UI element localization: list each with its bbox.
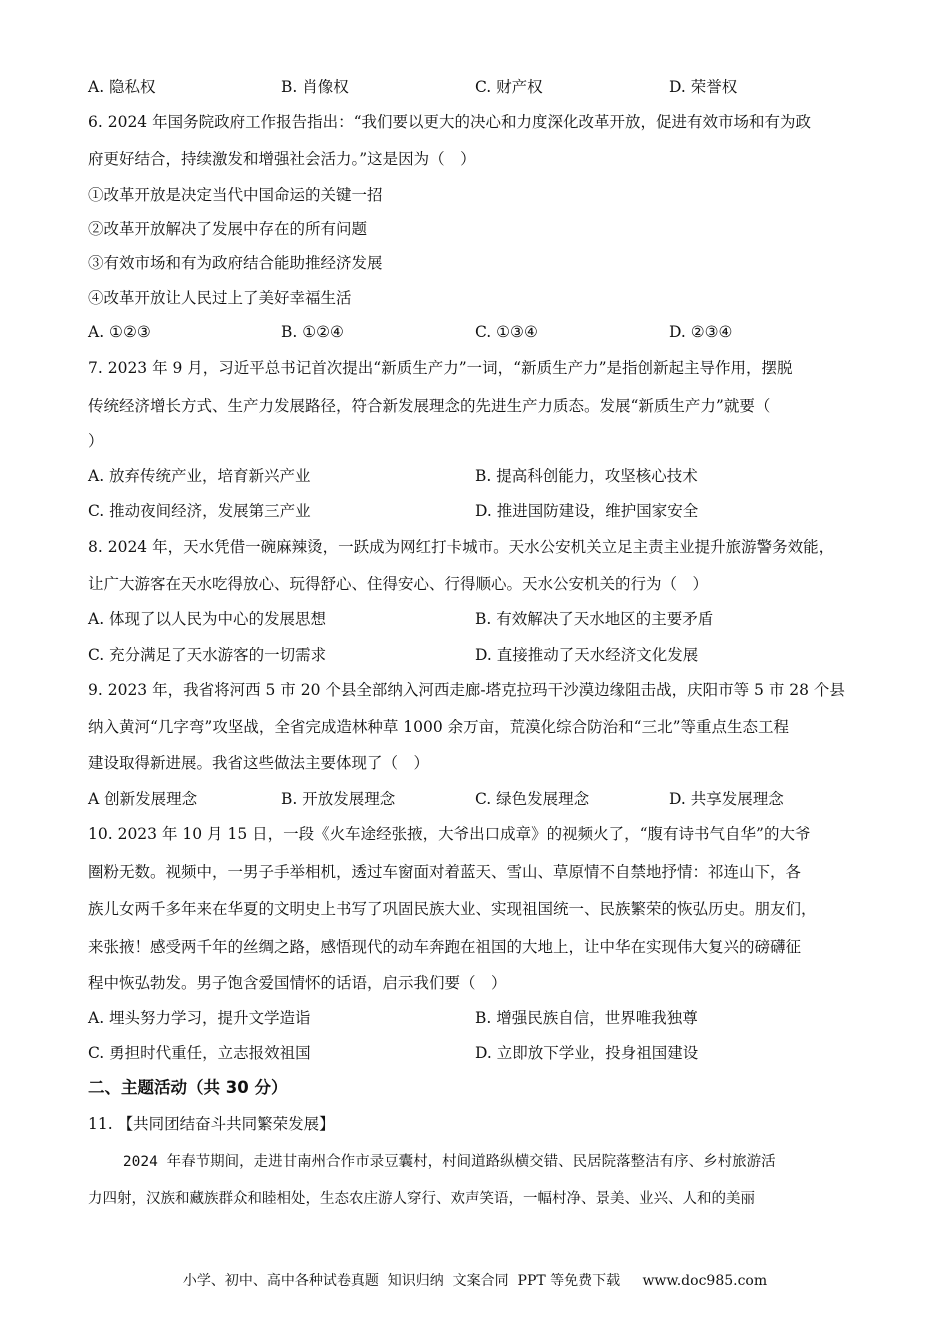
q10-stem-line: 程中恢弘勃发。男子饱含爱国情怀的话语，启示我们要（ ） <box>88 974 507 992</box>
q6-stem-line: 6. 2024 年国务院政府工作报告指出：“我们要以更大的决心和力度深化改革开放，促进有效市场和有为政 <box>88 113 812 131</box>
page-footer: 小学、初中、高中各种试卷真题 知识归纳 文案合同 PPT 等免费下载 www.doc985.com <box>182 1273 768 1289</box>
q6-option-d: D. ②③④ <box>669 323 733 341</box>
q8-stem-line: 让广大游客在天水吃得放心、玩得舒心、住得安心、行得顺心。天水公安机关的行为（ ） <box>88 575 709 593</box>
q10-option-a: A. 埋头努力学习，提升文学造诣 <box>88 1009 311 1027</box>
q6-statement: ③有效市场和有为政府结合能助推经济发展 <box>88 254 383 272</box>
q9-option-d: D. 共享发展理念 <box>669 790 784 808</box>
q10-stem-line: 圈粉无数。视频中，一男子手举相机，透过车窗面对着蓝天、雪山、草原情不自禁地抒情：祁连山下，各 <box>88 863 802 881</box>
q9-option-a: A 创新发展理念 <box>88 790 198 808</box>
q5-option-d: D. 荣誉权 <box>669 78 738 96</box>
q8-option-c: C. 充分满足了天水游客的一切需求 <box>88 646 327 664</box>
q9-option-b: B. 开放发展理念 <box>281 790 396 808</box>
q7-stem-line: 传统经济增长方式、生产力发展路径，符合新发展理念的先进生产力质态。发展“新质生产力”就要（ <box>88 397 771 415</box>
q6-statement: ②改革开放解决了发展中存在的所有问题 <box>88 220 368 238</box>
q5-option-a: A. 隐私权 <box>88 78 156 96</box>
q9-stem-line: 9. 2023 年，我省将河西 5 市 20 个县全部纳入河西走廊-塔克拉玛干沙漠边缘阻击战，庆阳市等 5 市 28 个县 <box>88 681 845 699</box>
q6-option-a: A. ①②③ <box>88 323 151 341</box>
q8-option-d: D. 直接推动了天水经济文化发展 <box>475 646 699 664</box>
q9-option-c: C. 绿色发展理念 <box>475 790 590 808</box>
q6-statement: ④改革开放让人民过上了美好幸福生活 <box>88 289 352 307</box>
q10-stem-line: 族儿女两千多年来在华夏的文明史上书写了巩固民族大业、实现祖国统一、民族繁荣的恢弘历史。朋友们， <box>88 900 817 918</box>
section-heading: 二、主题活动（共 30 分） <box>88 1078 288 1097</box>
q8-stem-line: 8. 2024 年，天水凭借一碗麻辣烫，一跃成为网红打卡城市。天水公安机关立足主责主业提升旅游警务效能， <box>88 538 835 556</box>
q11-passage-line: 力四射，汉族和藏族群众和睦相处，生态农庄游人穿行、欢声笑语，一幅村净、景美、业兴、人和的美丽 <box>88 1191 755 1207</box>
q8-option-b: B. 有效解决了天水地区的主要矛盾 <box>475 610 714 628</box>
q11-passage-line: 2024 年春节期间，走进甘南州合作市录豆囊村，村间道路纵横交错、民居院落整洁有序、乡村旅游活 <box>88 1154 776 1170</box>
q10-option-c: C. 勇担时代重任，立志报效祖国 <box>88 1044 311 1062</box>
q10-stem-line: 来张掖！感受两千年的丝绸之路，感悟现代的动车奔跑在祖国的大地上，让中华在实现伟大复兴的磅礴征 <box>88 938 802 956</box>
q6-option-b: B. ①②④ <box>281 323 344 341</box>
q7-option-c: C. 推动夜间经济，发展第三产业 <box>88 502 311 520</box>
q5-option-b: B. 肖像权 <box>281 78 349 96</box>
q7-option-a: A. 放弃传统产业，培育新兴产业 <box>88 467 311 485</box>
q11-title: 11. 【共同团结奋斗共同繁荣发展】 <box>88 1115 335 1133</box>
q7-stem-line: ） <box>88 432 104 450</box>
q7-option-b: B. 提高科创能力，攻坚核心技术 <box>475 467 698 485</box>
q6-statement: ①改革开放是决定当代中国命运的关键一招 <box>88 186 383 204</box>
q5-option-c: C. 财产权 <box>475 78 543 96</box>
q10-option-d: D. 立即放下学业，投身祖国建设 <box>475 1044 699 1062</box>
q7-stem-line: 7. 2023 年 9 月，习近平总书记首次提出“新质生产力”一词，“新质生产力”是指创新起主导作用，摆脱 <box>88 359 793 377</box>
q9-stem-line: 纳入黄河“几字弯”攻坚战，全省完成造林种草 1000 余万亩，荒漠化综合防治和“三北”等重点生态工程 <box>88 718 789 736</box>
q9-stem-line: 建设取得新进展。我省这些做法主要体现了（ ） <box>88 754 430 772</box>
q6-option-c: C. ①③④ <box>475 323 538 341</box>
q7-option-d: D. 推进国防建设，维护国家安全 <box>475 502 699 520</box>
q10-option-b: B. 增强民族自信，世界唯我独尊 <box>475 1009 698 1027</box>
q8-option-a: A. 体现了以人民为中心的发展思想 <box>88 610 327 628</box>
q10-stem-line: 10. 2023 年 10 月 15 日，一段《火车途经张掖，大爷出口成章》的视频火了，“腹有诗书气自华”的大爷 <box>88 825 811 843</box>
q6-stem-line: 府更好结合，持续激发和增强社会活力。”这是因为（ ） <box>88 150 476 168</box>
